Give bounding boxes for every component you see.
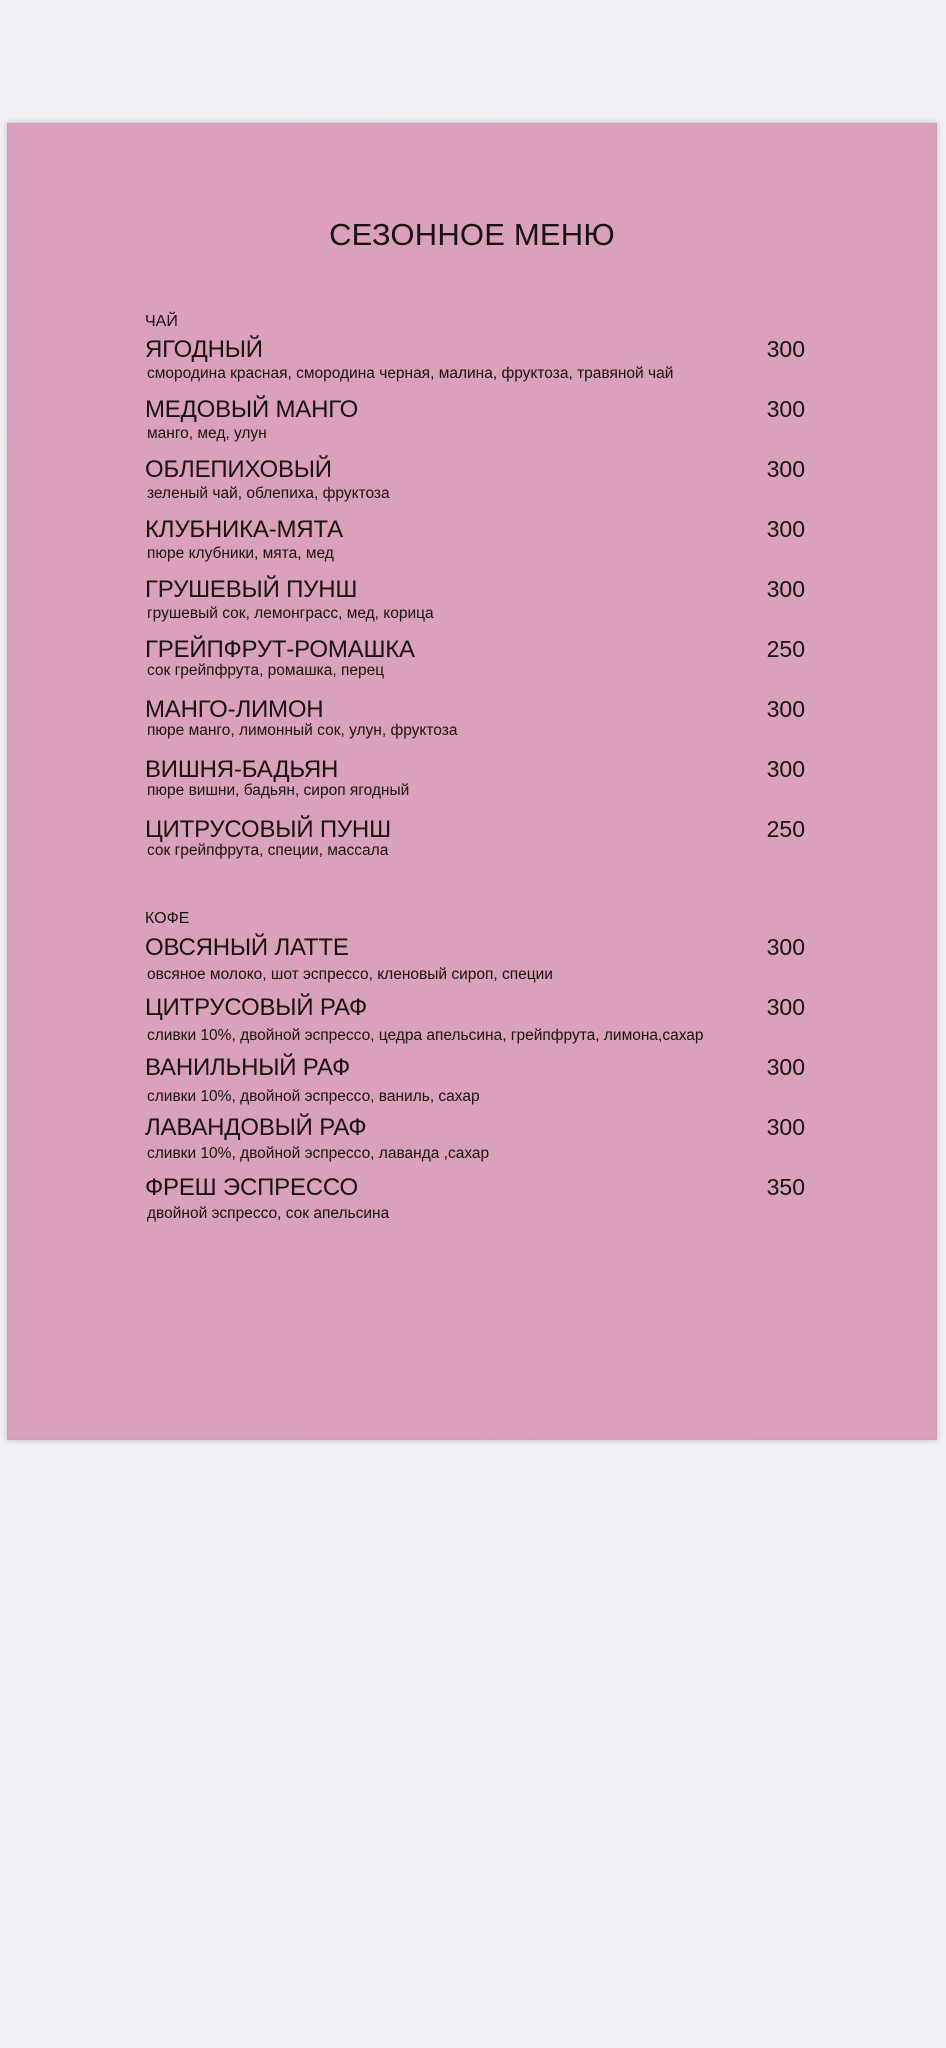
item-name: ГРЕЙПФРУТ-РОМАШКА xyxy=(145,636,415,663)
menu-item xyxy=(145,336,805,392)
item-price: 300 xyxy=(766,336,805,362)
item-price: 350 xyxy=(766,1174,805,1200)
menu-item xyxy=(145,1054,805,1110)
item-price: 300 xyxy=(766,456,805,482)
item-price: 300 xyxy=(766,994,805,1020)
menu-item xyxy=(145,756,805,812)
item-description: манго, мед, улун xyxy=(147,425,267,442)
item-description: пюре клубники, мята, мед xyxy=(147,545,334,562)
item-price: 250 xyxy=(766,636,805,662)
item-description: сок грейпфрута, ромашка, перец xyxy=(147,662,385,679)
item-price: 300 xyxy=(766,934,805,960)
item-name: МАНГО-ЛИМОН xyxy=(145,696,324,723)
item-name: ОВСЯНЫЙ ЛАТТЕ xyxy=(145,934,349,961)
item-price: 300 xyxy=(766,756,805,782)
item-name: ОБЛЕПИХОВЫЙ xyxy=(145,456,332,483)
item-name: ВИШНЯ-БАДЬЯН xyxy=(145,756,339,783)
item-description: грушевый сок, лемонграсс, мед, корица xyxy=(147,605,434,622)
item-price: 300 xyxy=(766,696,805,722)
item-name: ЯГОДНЫЙ xyxy=(145,336,263,363)
item-description: пюре вишни, бадьян, сироп ягодный xyxy=(147,782,410,799)
menu-item xyxy=(145,1174,805,1230)
item-price: 300 xyxy=(766,396,805,422)
menu-item xyxy=(145,576,805,632)
item-description: смородина красная, смородина черная, малина, фруктоза, травяной чай xyxy=(147,365,674,382)
menu-item xyxy=(145,696,805,752)
item-description: пюре манго, лимонный сок, улун, фруктоза xyxy=(147,722,458,739)
item-description: двойной эспрессо, сок апельсина xyxy=(147,1205,390,1222)
menu-item xyxy=(145,636,805,692)
menu-item xyxy=(145,1114,805,1170)
menu-item xyxy=(145,456,805,512)
item-name: МЕДОВЫЙ МАНГО xyxy=(145,396,359,423)
menu-item xyxy=(145,994,805,1050)
item-name: ГРУШЕВЫЙ ПУНШ xyxy=(145,576,358,603)
section-label-tea: ЧАЙ xyxy=(145,313,178,330)
item-price: 300 xyxy=(766,1054,805,1080)
menu-item xyxy=(145,816,805,872)
item-price: 300 xyxy=(766,516,805,542)
item-price: 300 xyxy=(766,576,805,602)
item-description: сок грейпфрута, специи, массала xyxy=(147,842,389,859)
item-name: КЛУБНИКА-МЯТА xyxy=(145,516,343,543)
item-description: зеленый чай, облепиха, фруктоза xyxy=(147,485,390,502)
item-name: ЦИТРУСОВЫЙ РАФ xyxy=(145,994,368,1021)
section-label-coffee: КОФЕ xyxy=(145,910,190,927)
item-name: ВАНИЛЬНЫЙ РАФ xyxy=(145,1054,351,1081)
item-price: 250 xyxy=(766,816,805,842)
menu-page xyxy=(7,123,937,1440)
item-price: 300 xyxy=(766,1114,805,1140)
item-description: сливки 10%, двойной эспрессо, ваниль, сахар xyxy=(147,1088,480,1105)
item-name: ЦИТРУСОВЫЙ ПУНШ xyxy=(145,816,391,843)
menu-title: СЕЗОННОЕ МЕНЮ xyxy=(329,217,615,252)
item-name: ФРЕШ ЭСПРЕССО xyxy=(145,1174,358,1201)
menu-item xyxy=(145,396,805,452)
menu-item xyxy=(145,934,805,990)
item-description: овсяное молоко, шот эспрессо, кленовый сироп, специи xyxy=(147,966,553,983)
item-description: сливки 10%, двойной эспрессо, лаванда ,сахар xyxy=(147,1145,490,1162)
item-name: ЛАВАНДОВЫЙ РАФ xyxy=(145,1114,367,1141)
menu-item xyxy=(145,516,805,572)
item-description: сливки 10%, двойной эспрессо, цедра апельсина, грейпфрута, лимона,сахар xyxy=(147,1027,704,1044)
